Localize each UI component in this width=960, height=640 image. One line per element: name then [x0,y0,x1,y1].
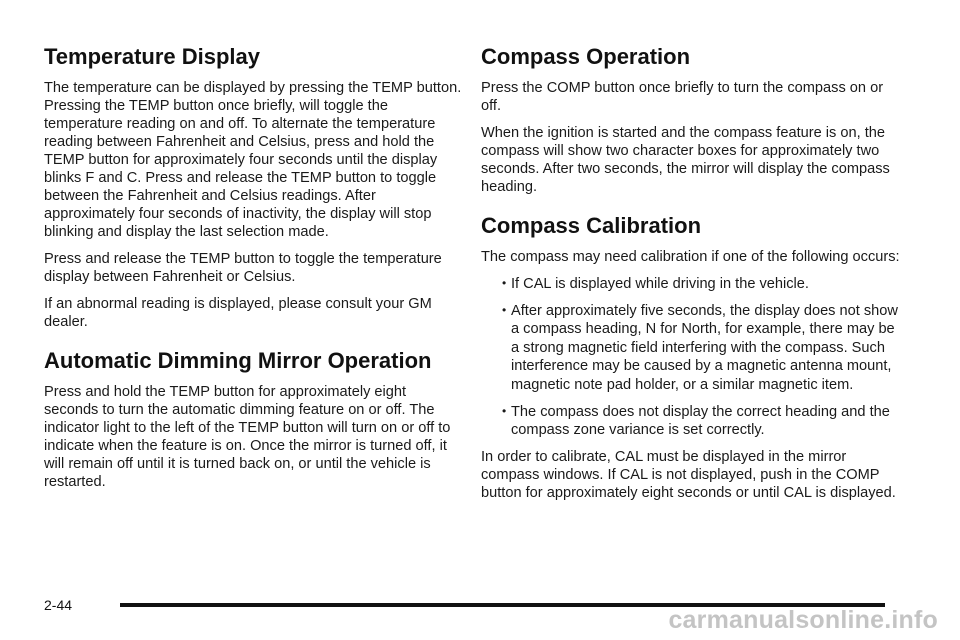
temperature-paragraph-2: Press and release the TEMP button to toggle the temperature display between Fahrenheit or Celsius. [44,251,442,285]
compass-calibration-heading: Compass Calibration [481,213,702,238]
temperature-paragraph-3: If an abnormal reading is displayed, please consult your GM dealer. [44,296,432,330]
page-number: 2-44 [44,597,73,613]
compass-operation-paragraph-2: When the ignition is started and the compass feature is on, the compass will show two character boxes for approximately two seconds. After two seconds, the mirror will display the compass heading. [481,125,890,195]
temperature-display-heading: Temperature Display [44,44,261,69]
list-item: • After approximately five seconds, the display does not show a compass heading, N for North, for example, there may be a strong magnetic field interfering with the compass. Such interference may be caused by a magnetic antenna mount, magnetic note pad holder, or a similar magnetic item. [502,302,898,393]
list-item: • If CAL is displayed while driving in the vehicle. [502,276,809,292]
bullet-icon: • [502,403,507,418]
compass-operation-paragraph-1: Press the COMP button once briefly to turn the compass on or off. [481,80,884,114]
right-column [481,44,901,511]
bullet-icon: • [502,276,507,290]
left-column [44,44,462,500]
compass-calibration-paragraph-1: The compass may need calibration if one of the following occurs: [481,249,900,265]
list-item: • The compass does not display the correct heading and the compass zone variance is set correctly. [502,403,890,439]
compass-operation-heading: Compass Operation [481,44,691,69]
watermark: carmanualsonline.info [668,606,938,634]
temperature-paragraph-1: The temperature can be displayed by pressing the TEMP button. Pressing the TEMP button once briefly, will toggle the temperature reading on and off. To alternate the temperature reading between Fahrenheit and Celsius, press and hold the TEMP button for approximately four seconds until the display blinks F and C. Press and release the TEMP button to toggle between the Fahrenheit and Celsius readings. After approximately four seconds of inactivity, the display will stop blinking and display the last selection made. [44,80,462,240]
calibration-conditions-list [481,275,901,440]
bullet-icon: • [502,302,507,317]
dimming-mirror-paragraph: Press and hold the TEMP button for approximately eight seconds to turn the automatic dimming feature on or off. The indicator light to the left of the TEMP button will turn on or off to indicate when the feature is on. Once the mirror is turned off, it will remain off until it is turned back on, or until the vehicle is restarted. [44,384,451,490]
compass-calibration-paragraph-2: In order to calibrate, CAL must be displayed in the mirror compass windows. If CAL is not displayed, push in the COMP button for approximately eight seconds or until CAL is displayed. [481,448,896,501]
dimming-mirror-heading: Automatic Dimming Mirror Operation [44,348,432,373]
